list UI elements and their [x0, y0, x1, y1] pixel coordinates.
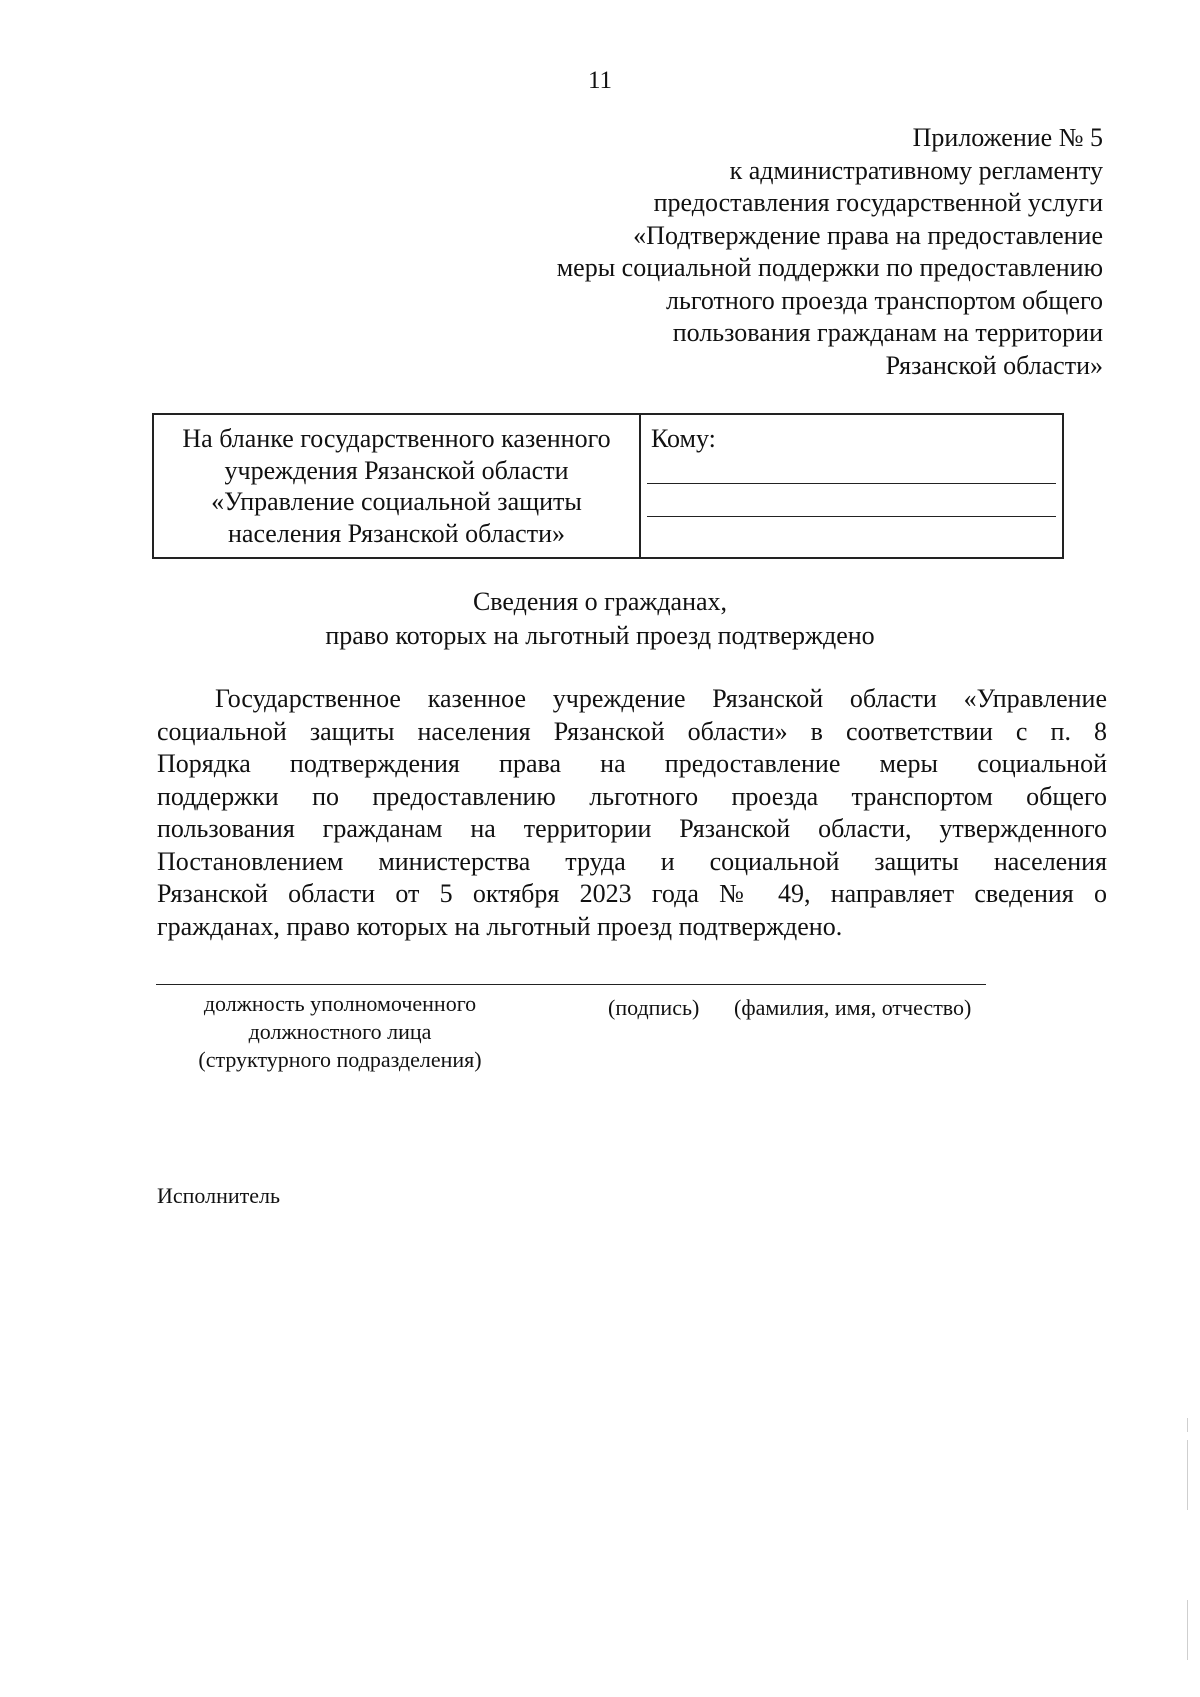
body-line: гражданах, право которых на льготный проезд подтверждено. — [157, 911, 843, 941]
letterhead-line: «Управление социальной защиты — [211, 487, 582, 516]
position-caption-line: должность уполномоченного — [203, 991, 477, 1016]
letterhead-cell — [154, 415, 641, 557]
recipient-blank-line — [647, 516, 1056, 517]
appendix-line: к административному регламенту — [729, 155, 1103, 185]
letterhead-table — [152, 413, 1064, 559]
appendix-line: предоставления государственной услуги — [653, 188, 1103, 217]
appendix-line: льготного проезда транспортом общего — [666, 285, 1103, 315]
signature-caption: (подпись) — [608, 995, 700, 1020]
title-line: Сведения о гражданах, — [472, 587, 728, 616]
body-line: пользования гражданам на территории Рязанской области, утвержденного — [157, 814, 1107, 843]
appendix-line: меры социальной поддержки по предоставлению — [556, 253, 1103, 282]
full-name-caption: (фамилия, имя, отчество) — [734, 995, 972, 1020]
scan-artifact — [1187, 1440, 1188, 1510]
signature-position-caption — [170, 990, 510, 1074]
scan-artifact — [1187, 1600, 1188, 1660]
title-line: право которых на льготный проезд подтверждено — [325, 621, 875, 650]
body-line: Порядка подтверждения права на предоставление меры социальной — [157, 749, 1107, 778]
letterhead-line: учреждения Рязанской области — [224, 455, 569, 485]
body-paragraph — [157, 683, 1107, 943]
letterhead-line: населения Рязанской области» — [228, 518, 565, 548]
body-line: Государственное казенное учреждение Рязанской области «Управление — [215, 684, 1107, 713]
appendix-header — [483, 122, 1103, 382]
appendix-line: Приложение № 5 — [912, 123, 1103, 152]
recipient-label: Кому: — [651, 424, 716, 453]
body-line: поддержки по предоставлению льготного проезда транспортом общего — [157, 781, 1107, 811]
appendix-line: «Подтверждение права на предоставление — [633, 220, 1103, 250]
position-caption-line: должностного лица — [248, 1019, 432, 1044]
body-line: социальной защиты населения Рязанской области» в соответствии с п. 8 — [157, 716, 1107, 746]
appendix-line: Рязанской области» — [885, 350, 1103, 380]
letterhead-line: На бланке государственного казенного — [182, 424, 611, 453]
recipient-blank-line — [647, 483, 1056, 484]
page-number: 11 — [587, 67, 613, 94]
executor-label: Исполнитель — [157, 1183, 281, 1208]
appendix-line: пользования гражданам на территории — [672, 318, 1103, 347]
body-line: Постановлением министерства труда и социальной защиты населения — [157, 846, 1107, 876]
recipient-cell — [641, 415, 1062, 557]
signature-rule — [156, 984, 986, 985]
body-line: Рязанской области от 5 октября 2023 года № 49, направляет сведения о — [157, 879, 1107, 908]
document-title — [0, 585, 1200, 653]
position-caption-line: (структурного подразделения) — [198, 1047, 482, 1072]
scan-artifact — [1187, 1418, 1188, 1432]
